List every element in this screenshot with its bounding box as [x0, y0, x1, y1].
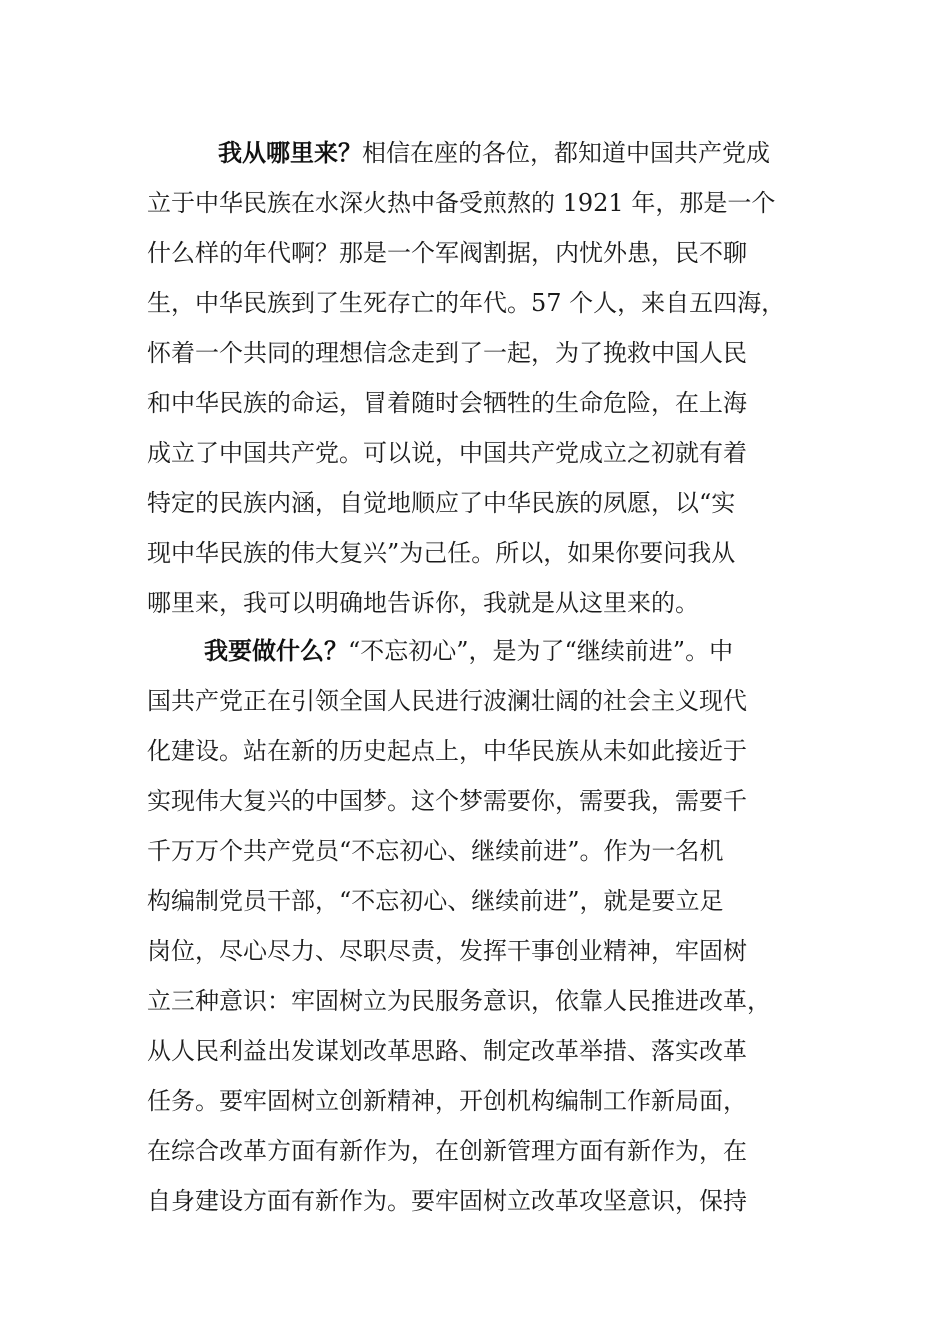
- paragraph-2-line-9: 从人民利益出发谋划改革思路、制定改革举措、落实改革: [147, 1037, 747, 1065]
- paragraph-1-line-5: 怀着一个共同的理想信念走到了一起，为了挽救中国人民: [147, 339, 747, 367]
- paragraph-2-line-8: 立三种意识：牢固树立为民服务意识，依靠人民推进改革，: [147, 987, 771, 1015]
- paragraph-2-line-12: 自身建设方面有新作为。要牢固树立改革攻坚意识，保持: [147, 1187, 747, 1215]
- paragraph-1-line-2: 立于中华民族在水深火热中备受煎熬的 1921 年，那是一个: [147, 189, 776, 217]
- paragraph-1-line-3: 什么样的年代啊？那是一个军阀割据，内忧外患，民不聊: [147, 239, 747, 267]
- paragraph-1-line-4: 生，中华民族到了生死存亡的年代。57 个人，来自五四海，: [147, 289, 786, 317]
- paragraph-2-line-1-text: “不忘初心”，是为了“继续前进”。中: [348, 637, 734, 665]
- paragraph-2-line-4: 实现伟大复兴的中国梦。这个梦需要你，需要我，需要千: [147, 787, 747, 815]
- paragraph-1-line-7: 成立了中国共产党。可以说，中国共产党成立之初就有着: [147, 439, 747, 467]
- paragraph-2-line-2: 国共产党正在引领全国人民进行波澜壮阔的社会主义现代: [147, 687, 747, 715]
- paragraph-1-line-6: 和中华民族的命运，冒着随时会牺牲的生命危险，在上海: [147, 389, 747, 417]
- paragraph-2-line-3: 化建设。站在新的历史起点上，中华民族从未如此接近于: [147, 737, 747, 765]
- paragraph-1-line-8: 特定的民族内涵，自觉地顺应了中华民族的夙愿，以“实: [147, 489, 736, 517]
- paragraph-2-line-5: 千万万个共产党员“不忘初心、继续前进”。作为一名机: [147, 837, 724, 865]
- paragraph-2-heading: 我要做什么？: [204, 636, 348, 665]
- paragraph-2-line-7: 岗位，尽心尽力、尽职尽责，发挥干事创业精神，牢固树: [147, 937, 747, 965]
- paragraph-1-line-10: 哪里来，我可以明确地告诉你，我就是从这里来的。: [147, 589, 699, 617]
- paragraph-1-line-1-text: 相信在座的各位，都知道中国共产党成: [362, 139, 770, 167]
- paragraph-1-heading: 我从哪里来？: [218, 138, 362, 167]
- paragraph-2-line-6: 构编制党员干部，“不忘初心、继续前进”，就是要立足: [147, 887, 724, 915]
- paragraph-2-line-1: [204, 626, 864, 676]
- paragraph-1-line-9: 现中华民族的伟大复兴”为己任。所以，如果你要问我从: [147, 539, 736, 567]
- paragraph-2-line-11: 在综合改革方面有新作为，在创新管理方面有新作为，在: [147, 1137, 747, 1165]
- paragraph-2-line-10: 任务。要牢固树立创新精神，开创机构编制工作新局面，: [147, 1087, 747, 1115]
- paragraph-1-line-1: [218, 128, 878, 178]
